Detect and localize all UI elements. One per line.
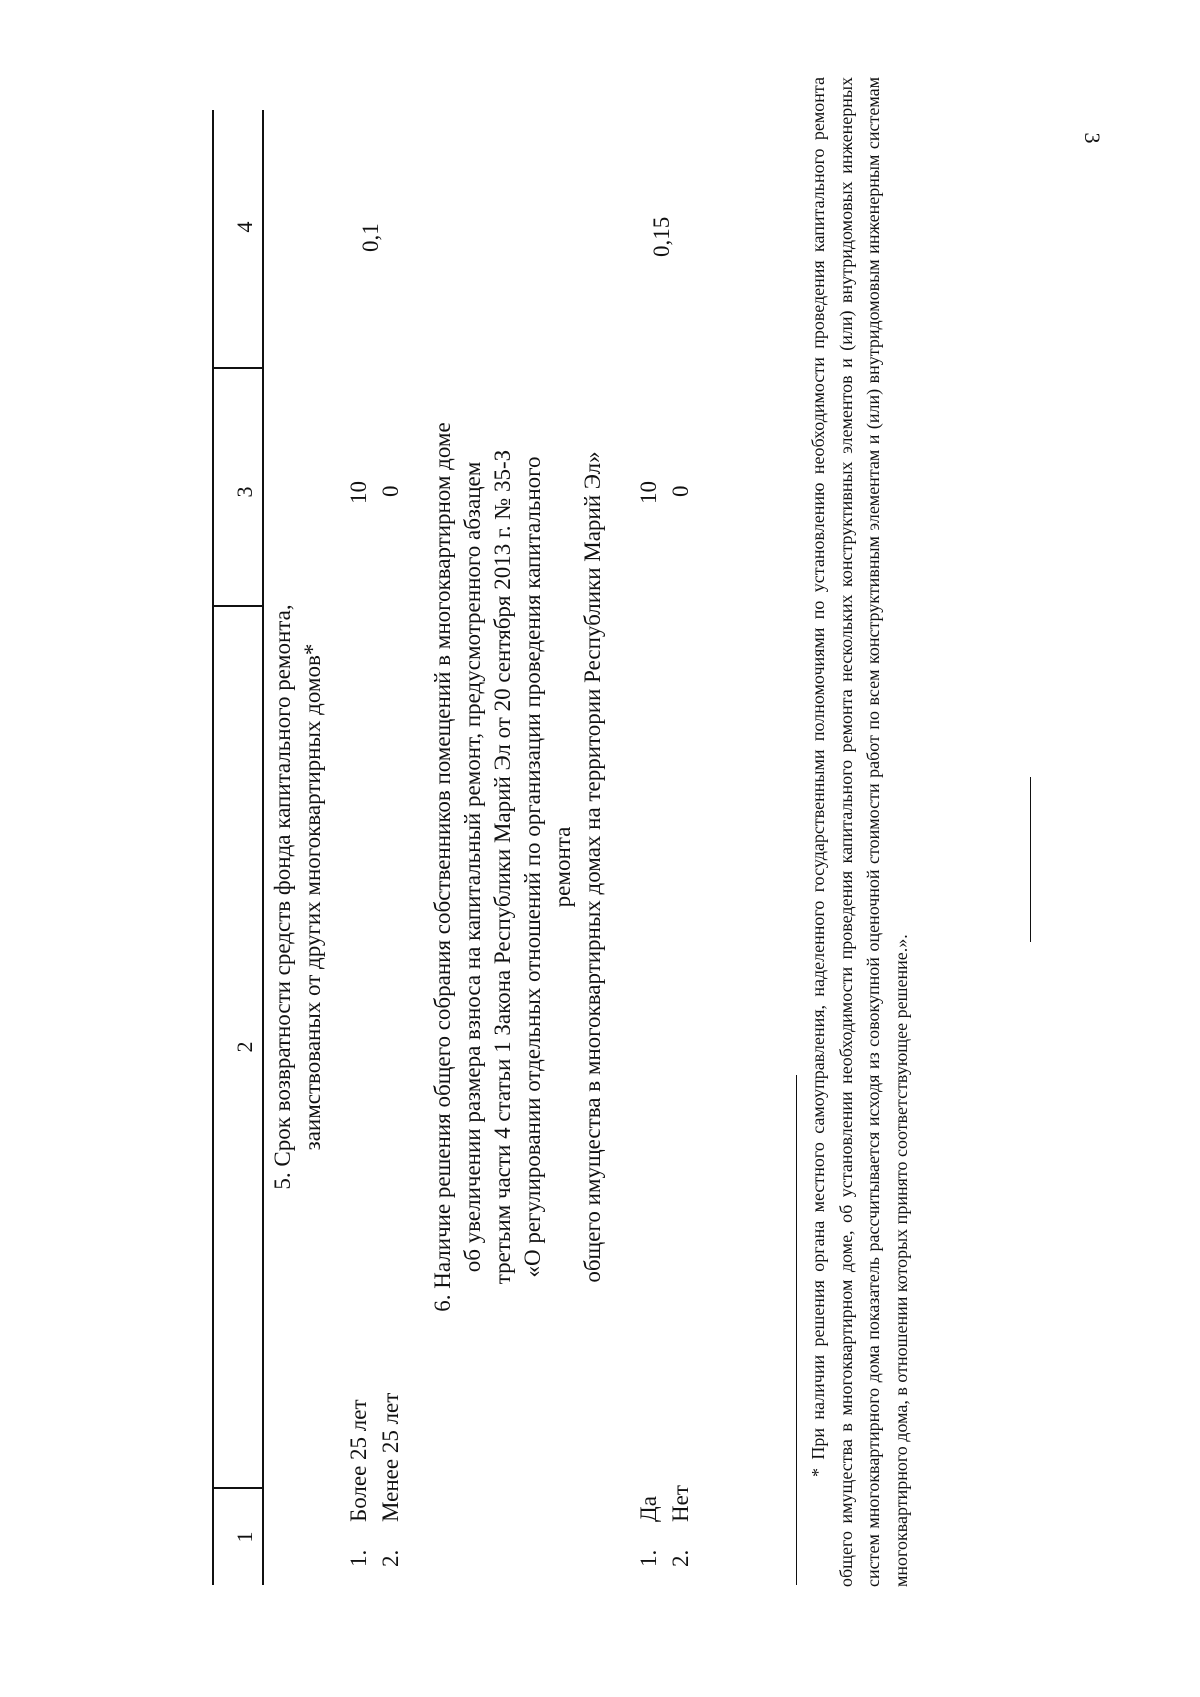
row-label: Да [636, 1496, 661, 1522]
section-title-line: общего имущества в многоквартирных домах на территории Республики Марий Эл» [580, 451, 605, 1283]
row-value: 0 [378, 485, 403, 497]
footnote [805, 77, 915, 1587]
page-number: 3 [1080, 132, 1105, 144]
column-divider [212, 1487, 264, 1489]
closing-rule [1030, 777, 1031, 942]
table-top-border [212, 110, 214, 1585]
section-weight: 0,1 [358, 223, 383, 252]
column-header-3: 3 [232, 486, 257, 498]
row-value: 10 [346, 481, 371, 504]
footnote-text: * При наличии решения органа местного самоуправления, наделенного государственными полномочиями по установлению необходимости проведения капитального ремонта общего имущества в многоквартирном доме, об установлении необходимости проведения капитального ремонта нескольких конструктивных элементов и (или) внутридомовых инженерных систем многоквартирного дома показатель рассчитывается исходя из совокупной оценочной стоимости работ по всем конструктивным элементам и (или) внутридомовым инженерным системам многоквартирного дома, в отношении которых принято соответствующее решение.». [808, 77, 911, 1587]
section-title-line: 6. Наличие решения общего собрания собственников помещений в многоквартирном доме [430, 422, 455, 1312]
row-value: 10 [636, 481, 661, 504]
table-header-bottom-border [262, 110, 264, 1585]
footnote-separator [796, 1075, 797, 1585]
row-number: 1. [346, 1549, 371, 1567]
column-header-4: 4 [232, 221, 257, 233]
section-title-line: «О регулировании отдельных отношений по организации проведения капитального ремонта [520, 456, 575, 1278]
section-title-line: об увеличении размера взноса на капитальный ремонт, предусмотренного абзацем [460, 461, 485, 1273]
row-number: 2. [668, 1549, 693, 1567]
column-divider [212, 367, 264, 369]
column-header-2: 2 [232, 1041, 257, 1053]
section-title [428, 417, 608, 1317]
section-title-line: заимствованых от других многоквартирных домов* [300, 643, 325, 1151]
row-label: Более 25 лет [346, 1399, 371, 1522]
column-header-1: 1 [232, 1531, 257, 1543]
row-value: 0 [668, 485, 693, 497]
row-number: 1. [636, 1549, 661, 1567]
section-title [268, 397, 328, 1397]
section-title-line: 5. Срок возвратности средств фонда капитального ремонта, [270, 604, 295, 1190]
section-weight: 0,15 [649, 216, 674, 257]
section-title-line: третьим части 4 статьи 1 Закона Республики Марий Эл от 20 сентября 2013 г. № 35-З [490, 449, 515, 1285]
row-label: Нет [668, 1485, 693, 1522]
row-label: Менее 25 лет [378, 1392, 403, 1522]
row-number: 2. [378, 1549, 403, 1567]
column-divider [212, 605, 264, 607]
